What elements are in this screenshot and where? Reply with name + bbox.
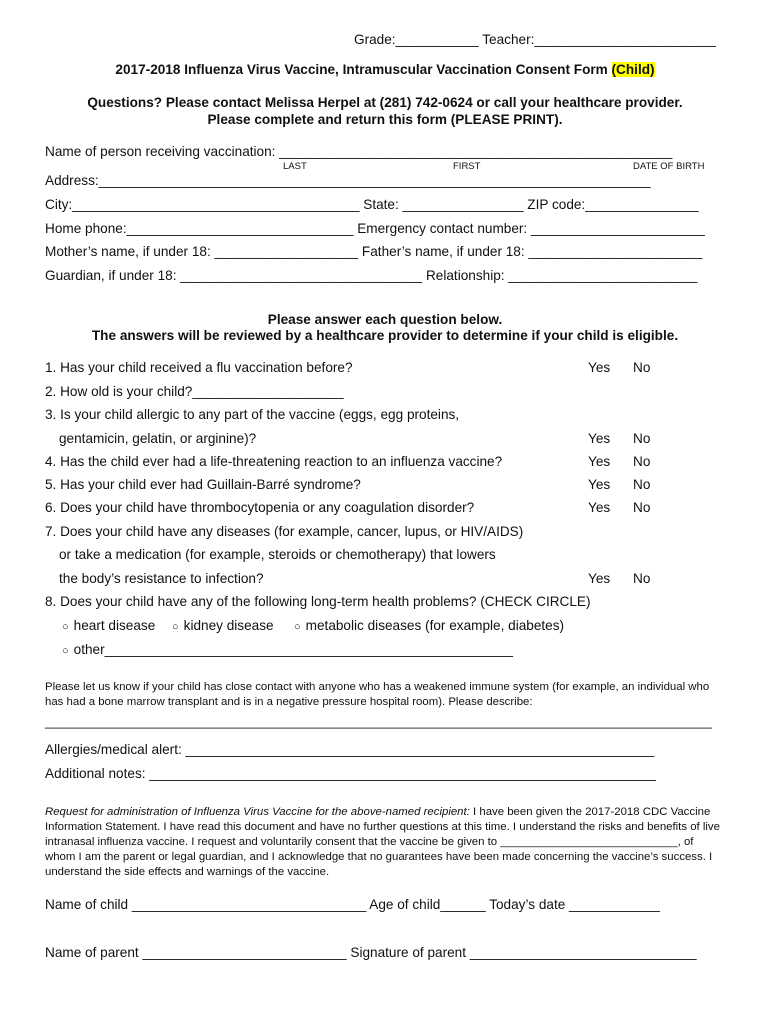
q4-no[interactable]: No — [633, 454, 651, 469]
question-1: 1. Has your child received a flu vaccination before? — [45, 360, 353, 375]
q7-no[interactable]: No — [633, 571, 651, 586]
question-7c: the body’s resistance to infection? — [59, 571, 264, 586]
question-7b: or take a medication (for example, steroids or chemotherapy) that lowers — [59, 547, 496, 562]
contact-line-1: Questions? Please contact Melissa Herpel at (281) 742-0624 or call your healthcare provider. — [87, 95, 683, 110]
q5-yes[interactable]: Yes — [588, 477, 611, 492]
question-4: 4. Has the child ever had a life-threatening reaction to an influenza vaccine? — [45, 454, 503, 469]
question-3a: 3. Is your child allergic to any part of the vaccine (eggs, egg proteins, — [45, 407, 460, 422]
option-kidney-disease[interactable]: ○ kidney disease — [172, 617, 274, 636]
q3-yes[interactable]: Yes — [588, 431, 611, 446]
q6-no[interactable]: No — [633, 500, 651, 515]
option-heart-disease[interactable]: ○ heart disease — [62, 617, 155, 636]
q3-no[interactable]: No — [633, 431, 651, 446]
phone-fields[interactable]: Home phone:______________________________ Emergency contact number: _______________________ — [45, 221, 705, 236]
form-title-main: 2017-2018 Influenza Virus Vaccine, Intramuscular Vaccination Consent Form — [115, 62, 612, 77]
sublabel-first: FIRST — [453, 161, 481, 172]
question-8: 8. Does your child have any of the following long-term health problems? (CHECK CIRCLE) — [45, 594, 591, 609]
grade-teacher-line[interactable]: Grade:___________ Teacher:________________________ — [354, 32, 716, 47]
section-title-2: The answers will be reviewed by a healthcare provider to determine if your child is eligible. — [91, 328, 679, 343]
consent-italic: Request for administration of Influenza Virus Vaccine for the above-named recipient: — [45, 806, 470, 818]
q6-yes[interactable]: Yes — [588, 500, 611, 515]
child-signature-line[interactable]: Name of child _______________________________ Age of child______ Today’s date ____________ — [45, 897, 660, 912]
address-field[interactable]: Address:_________________________________________________________________________ — [45, 173, 651, 188]
option-other[interactable]: ○ other______________________________________________________ — [62, 641, 513, 660]
form-title — [0, 61, 770, 79]
question-3b: gentamicin, gelatin, or arginine)? — [59, 431, 257, 446]
q5-no[interactable]: No — [633, 477, 651, 492]
contact-line-2: Please complete and return this form (PLEASE PRINT). — [207, 112, 563, 127]
q1-no[interactable]: No — [633, 360, 651, 375]
parent-signature-line[interactable]: Name of parent ___________________________ Signature of parent ______________________________ — [45, 945, 697, 960]
form-title-highlight: (Child) — [611, 62, 655, 77]
consent-body: I have been given the 2017-2018 CDC Vaccine Information Statement. I have read this document and have no further questions at this time. I understand the risks and benefits of live intranasal influenza vaccine. I request and voluntarily consent that the vaccine be given to ____________________________, of whom I am the parent or legal guardian, and I acknowledge that no guarantees have been made concerning the vaccine’s success. I understand the side effects and warnings of the vaccine. — [45, 806, 720, 878]
q7-yes[interactable]: Yes — [588, 571, 611, 586]
name-field[interactable]: Name of person receiving vaccination: ____________________________________________________ — [45, 144, 673, 159]
sublabel-last: LAST — [283, 161, 307, 172]
parent-name-fields[interactable]: Mother’s name, if under 18: ___________________ Father’s name, if under 18: _______________________ — [45, 244, 703, 259]
question-5: 5. Has your child ever had Guillain-Barré syndrome? — [45, 477, 361, 492]
q4-yes[interactable]: Yes — [588, 454, 611, 469]
question-6: 6. Does your child have thrombocytopenia or any coagulation disorder? — [45, 500, 475, 515]
close-contact-paragraph: Please let us know if your child has close contact with anyone who has a weakened immune system (for example, an individual who has had a bone marrow transplant and is in a negative pressure hospital room). Please describe: — [45, 681, 710, 708]
q1-yes[interactable]: Yes — [588, 360, 611, 375]
sublabel-dob: DATE OF BIRTH — [633, 161, 705, 172]
consent-paragraph — [45, 805, 725, 880]
describe-line[interactable]: _____________________________________________________________________________________________ — [45, 714, 712, 729]
option-metabolic-diseases[interactable]: ○ metabolic diseases (for example, diabetes) — [294, 617, 564, 636]
city-state-zip-field[interactable]: City:______________________________________ State: ________________ ZIP code:_______________ — [45, 197, 699, 212]
guardian-field[interactable]: Guardian, if under 18: ________________________________ Relationship: _________________________ — [45, 268, 698, 283]
allergies-field[interactable]: Allergies/medical alert: ______________________________________________________________ — [45, 742, 655, 757]
question-7a: 7. Does your child have any diseases (for example, cancer, lupus, or HIV/AIDS) — [45, 524, 524, 539]
additional-notes-field[interactable]: Additional notes: ___________________________________________________________________ — [45, 766, 656, 781]
question-2[interactable]: 2. How old is your child?____________________ — [45, 384, 344, 399]
section-title-1: Please answer each question below. — [267, 312, 503, 327]
